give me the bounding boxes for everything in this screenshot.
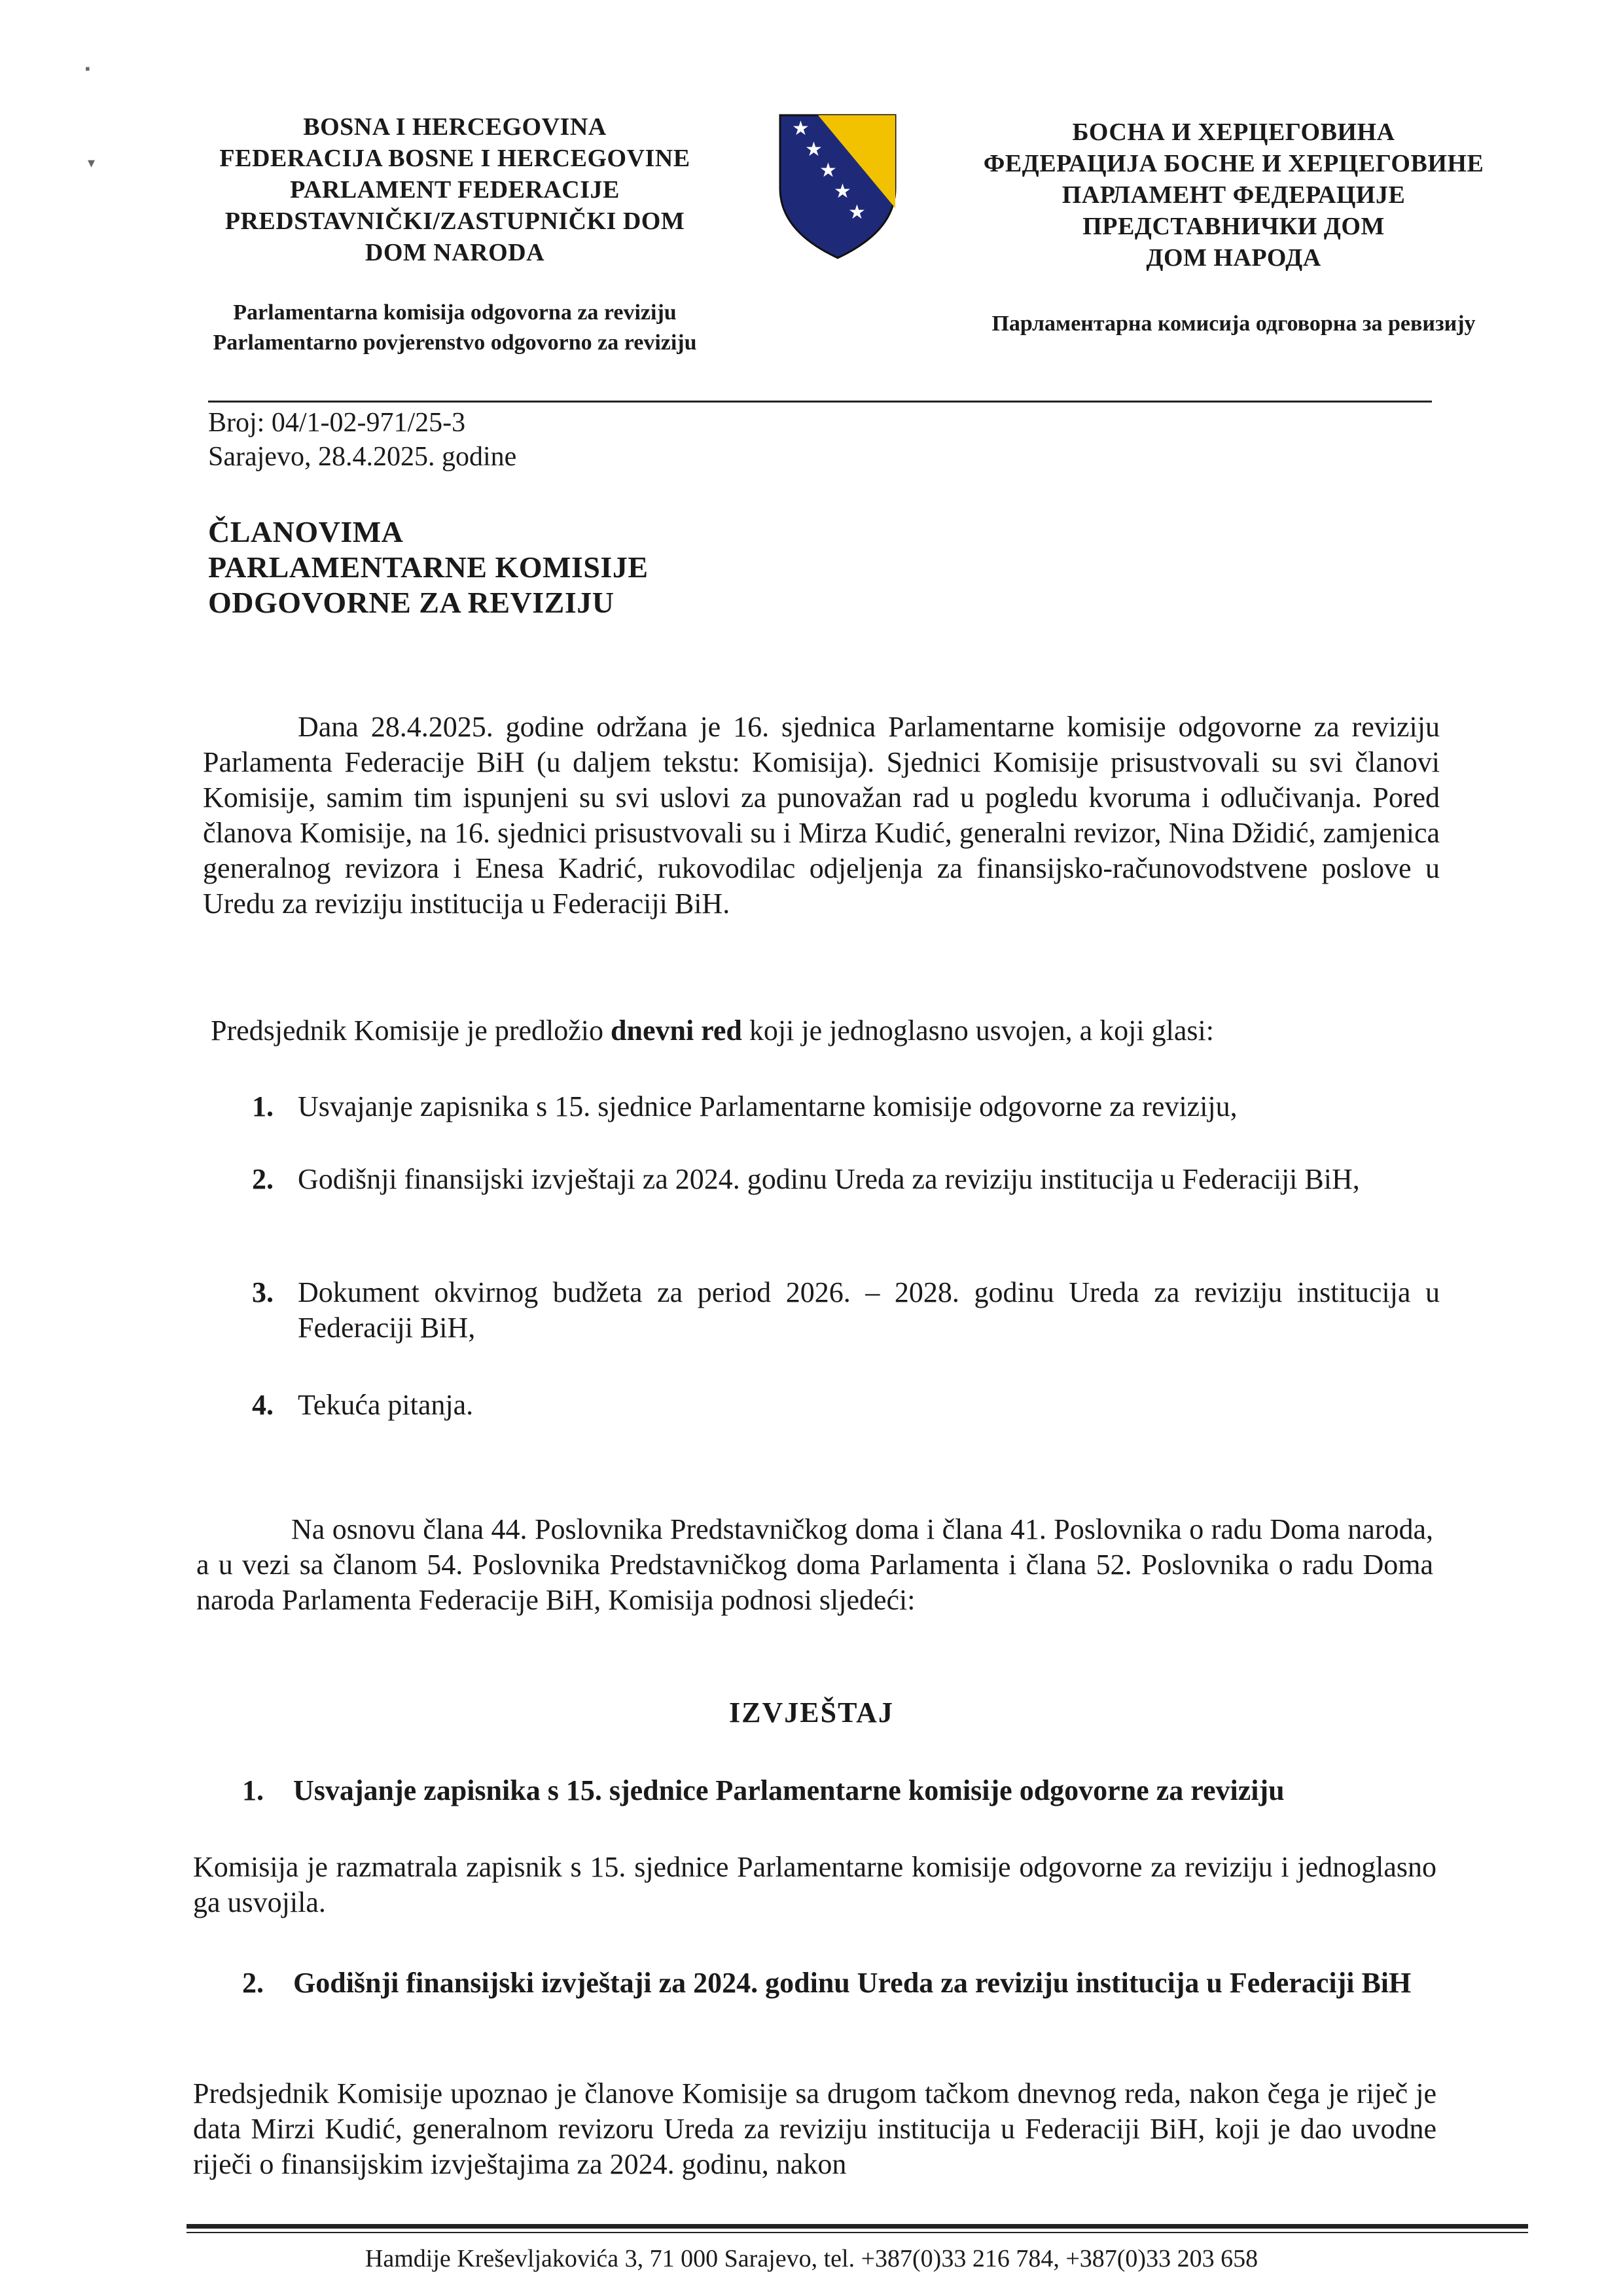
header-right-line: ПРЕДСТАВНИЧКИ ДОМ (1082, 213, 1385, 240)
section-title: Usvajanje zapisnika s 15. sjednice Parlamentarne komisije odgovorne za reviziju (293, 1774, 1285, 1806)
agenda-text: Tekuća pitanja. (298, 1389, 474, 1421)
agenda-intro-bold: dnevni red (611, 1014, 742, 1047)
commission-left-line: Parlamentarno povjerenstvo odgovorno za reviziju (213, 331, 697, 355)
agenda-text: Dokument okvirnog budžeta za period 2026. – 2028. godinu Ureda za reviziju institucija u Federaciji BiH, (298, 1276, 1440, 1344)
agenda-text: Godišnji finansijski izvještaji za 2024. godinu Ureda za reviziju institucija u Federaciji BiH, (298, 1163, 1360, 1195)
scan-mark: ▾ (88, 154, 96, 171)
section-num: 1. (242, 1774, 264, 1806)
recipient-line: ODGOVORNE ZA REVIZIJU (208, 586, 615, 619)
coat-of-arms-icon (772, 110, 903, 260)
agenda-num: 2. (252, 1163, 274, 1195)
header-right (913, 117, 1554, 274)
recipient-line: ČLANOVIMA (208, 515, 404, 548)
agenda-num: 1. (252, 1090, 274, 1122)
header-left-line: PARLAMENT FEDERACIJE (290, 176, 620, 204)
doc-number: Broj: 04/1-02-971/25-3 (208, 408, 466, 438)
doc-meta (208, 406, 516, 474)
doc-place-date: Sarajevo, 28.4.2025. godine (208, 442, 517, 472)
commission-right-line: Парламентарна комисија одговорна за ревизију (991, 312, 1476, 336)
footer-address: Hamdije Kreševljakovića 3, 71 000 Sarajevo, tel. +387(0)33 216 784, +387(0)33 203 658 (365, 2245, 1258, 2272)
header-left (151, 111, 759, 268)
header-right-line: ПАРЛАМЕНТ ФЕДЕРАЦИЈЕ (1061, 181, 1406, 209)
commission-left (151, 298, 759, 358)
agenda-num: 4. (252, 1389, 274, 1421)
header-divider (208, 401, 1432, 403)
svg-text:★: ★ (834, 180, 851, 203)
header-right-line: БОСНА И ХЕРЦЕГОВИНА (1072, 118, 1395, 146)
legal-basis-paragraph: Na osnovu člana 44. Poslovnika Predstavničkog doma i člana 41. Poslovnika o radu Doma naroda, a u vezi sa članom 54. Poslovnika Predstavničkog doma Parlamenta i člana 52. Poslovnika o radu Doma naroda Parlamenta Federacije BiH, Komisija podnosi sljedeći: (196, 1513, 1433, 1616)
section-title: Godišnji finansijski izvještaji za 2024. godinu Ureda za reviziju institucija u Federaciji BiH (293, 1967, 1412, 1999)
agenda-intro (211, 1013, 1214, 1049)
agenda-text: Usvajanje zapisnika s 15. sjednice Parlamentarne komisije odgovorne za reviziju, (298, 1090, 1238, 1122)
agenda-intro-before: Predsjednik Komisije je predložio (211, 1014, 611, 1047)
svg-text:★: ★ (848, 201, 866, 224)
scan-mark: ▪ (85, 60, 90, 77)
recipient-line: PARLAMENTARNE KOMISIJE (208, 550, 649, 584)
section-text: Komisija je razmatrala zapisnik s 15. sjednice Parlamentarne komisije odgovorne za reviziju i jednoglasno ga usvojila. (193, 1851, 1436, 1918)
svg-text:★: ★ (792, 117, 810, 140)
commission-left-line: Parlamentarna komisija odgovorna za reviziju (233, 300, 677, 325)
svg-text:★: ★ (805, 138, 823, 161)
header-left-line: BOSNA I HERCEGOVINA (303, 113, 607, 141)
header-right-line: ФЕДЕРАЦИЈА БОСНЕ И ХЕРЦЕГОВИНЕ (983, 150, 1484, 177)
report-title: IZVJEŠTAJ (729, 1696, 894, 1729)
recipient (208, 514, 649, 620)
agenda-intro-after: koji je jednoglasno usvojen, a koji glasi: (741, 1014, 1214, 1047)
header-left-line: DOM NARODA (365, 239, 545, 266)
svg-text:★: ★ (819, 159, 837, 182)
commission-right (913, 309, 1554, 339)
footer-divider-thin (187, 2232, 1528, 2233)
footer-divider-thick (187, 2224, 1528, 2229)
section-num: 2. (242, 1967, 264, 1999)
header-left-line: FEDERACIJA BOSNE I HERCEGOVINE (219, 145, 690, 172)
agenda-num: 3. (252, 1276, 274, 1308)
header-left-line: PREDSTAVNIČKI/ZASTUPNIČKI DOM (224, 207, 685, 235)
section-text: Predsjednik Komisije upoznao je članove Komisije sa drugom tačkom dnevnog reda, nakon čega je riječ je data Mirzi Kudić, generalnom revizoru Ureda za reviziju institucija u Federaciji BiH, koji je dao uvodne riječi o finansijskim izvještajima za 2024. godinu, nakon (193, 2077, 1436, 2180)
header-right-line: ДОМ НАРОДА (1146, 244, 1321, 272)
intro-paragraph: Dana 28.4.2025. godine održana je 16. sjednica Parlamentarne komisije odgovorne za reviziju Parlamenta Federacije BiH (u daljem tekstu: Komisija). Sjednici Komisije prisustvovali su svi članovi Komisije, samim tim ispunjeni su svi uslovi za punovažan rad u pogledu kvoruma i odlučivanja. Pored članova Komisije, na 16. sjednici prisustvovali su i Mirza Kudić, generalni revizor, Nina Džidić, zamjenica generalnog revizora i Enesa Kadrić, rukovodilac odjeljenja za finansijsko-računovodstvene poslove u Uredu za reviziju institucija u Federaciji BiH. (203, 711, 1440, 920)
